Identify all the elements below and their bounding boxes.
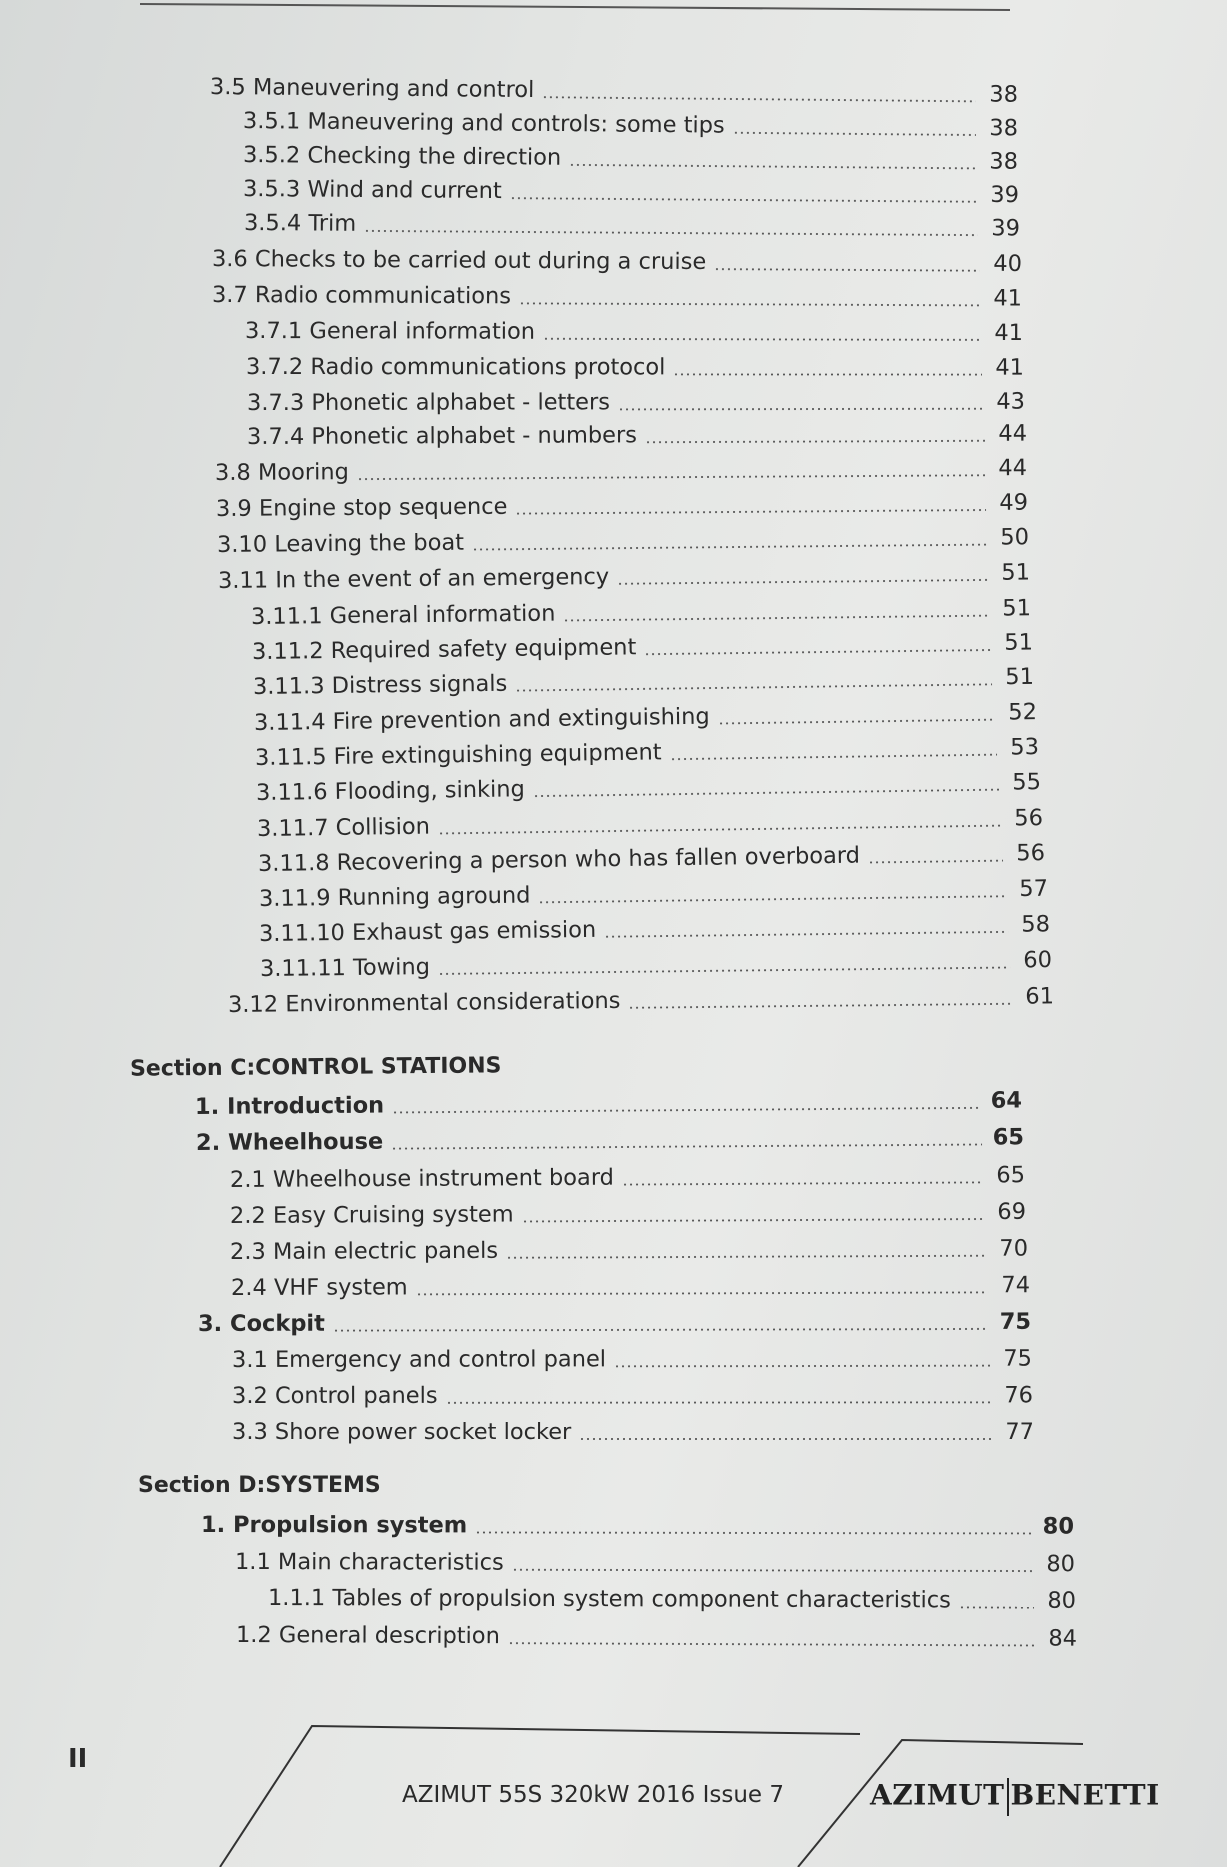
toc-entry-page: 51 — [1002, 595, 1032, 622]
toc-entry-label: 3.11.7 Collision — [256, 813, 431, 842]
toc-entry-label: 3.11.4 Fire prevention and extinguishing — [253, 703, 710, 736]
toc-entry-label: 3.11.6 Flooding, sinking — [255, 776, 526, 806]
toc-entry-page: 74 — [1001, 1272, 1031, 1299]
toc-entry-label: 3.11 In the event of an emergency — [217, 563, 610, 594]
toc-entry-page: 80 — [1047, 1587, 1077, 1614]
leader-dots — [670, 754, 997, 761]
toc-entry-label: 1. Introduction — [194, 1092, 385, 1120]
toc-entry-page: 75 — [1003, 1345, 1033, 1372]
leader-dots — [522, 1218, 984, 1222]
toc-entry[interactable] — [210, 72, 1018, 110]
toc-entry[interactable] — [212, 280, 1022, 314]
toc-entry-label: 3.6 Checks to be carried out during a cruise — [211, 246, 707, 276]
toc-entry[interactable] — [243, 106, 1018, 143]
leader-dots — [475, 1531, 1032, 1534]
leader-dots — [392, 1107, 980, 1114]
toc-entry[interactable] — [252, 627, 1033, 667]
leader-dots — [512, 1569, 1033, 1572]
toc-entry[interactable] — [231, 1270, 1030, 1303]
toc-entry-label: 3. Cockpit — [197, 1310, 325, 1337]
toc-entry[interactable] — [217, 522, 1029, 560]
toc-entry-page: 51 — [1004, 629, 1034, 656]
toc-entry-label: 3.5 Maneuvering and control — [209, 74, 535, 104]
leader-dots — [416, 1291, 988, 1295]
leader-dots — [868, 860, 1003, 864]
toc-entry-label: 3.11.9 Running aground — [258, 882, 531, 912]
toc-entry-label: 2.3 Main electric panels — [229, 1237, 499, 1265]
toc-entry-label: 3.11.11 Towing — [259, 954, 431, 982]
toc-entry-page: 76 — [1004, 1382, 1034, 1409]
toc-entry[interactable] — [258, 838, 1045, 879]
leader-dots — [733, 132, 976, 136]
toc-entry[interactable] — [216, 488, 1028, 524]
toc-entry-page: 38 — [989, 81, 1019, 108]
leader-dots — [472, 544, 987, 551]
toc-entry-page: 56 — [1014, 805, 1044, 832]
leader-dots — [622, 1181, 983, 1185]
toc-entry-label: 3.10 Leaving the boat — [216, 529, 465, 558]
leader-dots — [357, 474, 985, 480]
toc-entry-page: 84 — [1048, 1625, 1078, 1652]
brand-left: AZIMUT — [870, 1778, 1005, 1812]
toc-entry[interactable] — [244, 208, 1020, 243]
toc-entry[interactable] — [230, 1197, 1026, 1231]
toc-entry-label: 3.11.1 General information — [250, 600, 556, 630]
toc-entry-page: 51 — [1001, 559, 1031, 586]
leader-dots — [391, 1144, 982, 1150]
toc-entry-label: 3.1 Emergency and control panel — [231, 1346, 607, 1373]
toc-entry-page: 44 — [998, 455, 1028, 482]
toc-entry[interactable] — [198, 1307, 1031, 1339]
toc-entry-label: 3.9 Engine stop sequence — [215, 493, 508, 522]
leader-dots — [569, 164, 976, 170]
toc-entry-label: 3.7 Radio communications — [211, 282, 512, 310]
toc-entry[interactable] — [247, 419, 1027, 452]
toc-entry-page: 75 — [999, 1308, 1032, 1335]
leader-dots — [364, 230, 978, 236]
toc-entry[interactable] — [255, 732, 1039, 773]
brand-right: BENETTI — [1010, 1778, 1160, 1812]
toc-entry-page: 61 — [1025, 983, 1055, 1010]
leader-dots — [629, 1003, 1013, 1009]
toc-entry-page: 56 — [1016, 840, 1046, 867]
leader-dots — [644, 649, 991, 655]
toc-entry-page: 40 — [993, 250, 1023, 277]
toc-entry-page: 41 — [994, 319, 1024, 347]
toc-entry[interactable] — [232, 1417, 1034, 1447]
toc-entry-page: 52 — [1008, 699, 1038, 726]
leader-dots — [563, 615, 989, 622]
leader-dots — [542, 96, 976, 102]
leader-dots — [533, 789, 999, 798]
toc-entry[interactable] — [215, 453, 1027, 488]
toc-entry-page: 58 — [1021, 911, 1051, 938]
toc-entry[interactable] — [230, 1234, 1028, 1267]
toc-entry[interactable] — [212, 244, 1022, 279]
toc-entry-page: 53 — [1010, 734, 1040, 761]
brand-separator — [1007, 1778, 1009, 1816]
toc-entry-label: 1.1 Main characteristics — [234, 1549, 504, 1576]
toc-entry-page: 55 — [1012, 769, 1042, 796]
leader-dots — [718, 719, 995, 725]
toc-entry[interactable] — [247, 387, 1025, 418]
page-footer — [0, 1700, 1227, 1867]
toc-entry-label: 3.5.4 Trim — [243, 210, 357, 237]
leader-dots — [618, 408, 983, 411]
leader-dots — [508, 1642, 1035, 1646]
toc-entry[interactable] — [253, 662, 1034, 702]
leader-dots — [515, 509, 986, 515]
toc-entry[interactable] — [232, 1380, 1033, 1411]
toc-entry-label: 3.8 Mooring — [214, 459, 350, 486]
toc-entry[interactable] — [259, 874, 1048, 914]
toc-entry[interactable] — [251, 593, 1031, 632]
toc-entry[interactable] — [196, 1122, 1024, 1158]
toc-entry-label: 3.5.1 Maneuvering and controls: some tips — [242, 108, 725, 139]
toc-entry[interactable] — [201, 1510, 1074, 1542]
toc-entry-label: 3.7.3 Phonetic alphabet - letters — [246, 389, 611, 416]
toc-entry-label: 3.5.3 Wind and current — [242, 176, 502, 205]
toc-entry[interactable] — [230, 1160, 1025, 1195]
toc-entry-label: 1.2 General description — [235, 1622, 500, 1650]
toc-entry-page: 39 — [991, 215, 1021, 242]
leader-dots — [614, 1365, 990, 1368]
leader-dots — [438, 825, 1001, 835]
leader-dots — [438, 966, 1010, 974]
leader-dots — [604, 931, 1008, 938]
toc-entry[interactable] — [235, 1547, 1075, 1579]
leader-dots — [539, 895, 1007, 903]
toc-entry-page: 39 — [990, 181, 1020, 209]
toc-entry[interactable] — [259, 909, 1050, 949]
toc-entry[interactable] — [246, 352, 1024, 383]
toc-entry-label: 3.5.2 Checking the direction — [242, 142, 562, 171]
leader-dots — [515, 683, 992, 691]
toc-entry-label: 3.12 Environmental considerations — [227, 987, 621, 1018]
toc-entry-page: 44 — [998, 420, 1028, 447]
toc-entry-label: 1.1.1 Tables of propulsion system component characteristics — [267, 1585, 951, 1614]
toc-entry-page: 70 — [999, 1235, 1029, 1262]
brand-logo — [870, 1778, 1160, 1816]
toc-entry[interactable] — [268, 1583, 1076, 1616]
toc-entry[interactable] — [228, 981, 1054, 1020]
toc-entry-page: 38 — [989, 115, 1019, 142]
toc-entry[interactable] — [254, 697, 1037, 738]
toc-entry-page: 69 — [997, 1198, 1027, 1225]
toc-entry-page: 38 — [989, 148, 1019, 175]
toc-entry-label: 3.11.2 Required safety equipment — [251, 634, 637, 665]
toc-entry-label: 2. Wheelhouse — [195, 1128, 384, 1156]
section-c-heading: Section C:CONTROL STATIONS — [129, 1053, 502, 1082]
toc-entry-label: 3.7.2 Radio communications protocol — [245, 354, 666, 381]
toc-entry-page: 65 — [992, 1124, 1025, 1151]
leader-dots — [446, 1401, 991, 1403]
toc-entry-label: 2.2 Easy Cruising system — [229, 1201, 514, 1229]
section-d-heading: Section D:SYSTEMS — [138, 1473, 381, 1498]
toc-entry[interactable] — [236, 1620, 1077, 1654]
toc-entry-page: 50 — [1000, 524, 1030, 551]
document-title: AZIMUT 55S 320kW 2016 Issue 7 — [402, 1782, 785, 1808]
leader-dots — [333, 1328, 989, 1332]
toc-entry-label: 3.3 Shore power socket locker — [232, 1419, 572, 1445]
leader-dots — [714, 268, 980, 272]
toc-entry-page: 43 — [996, 388, 1026, 415]
leader-dots — [579, 1438, 992, 1440]
toc-entry-label: 2.4 VHF system — [230, 1274, 408, 1301]
toc-entry-page: 80 — [1042, 1513, 1075, 1540]
toc-entry[interactable] — [245, 316, 1023, 348]
toc-entry-label: 3.11.8 Recovering a person who has fallen overboard — [257, 842, 861, 877]
toc-entry-label: 1. Propulsion system — [200, 1512, 468, 1539]
toc-entry-page: 64 — [990, 1087, 1023, 1114]
leader-dots — [959, 1606, 1034, 1608]
toc-entry-label: 3.11.3 Distress signals — [252, 670, 508, 700]
leader-dots — [506, 1255, 986, 1259]
toc-entry-page: 57 — [1019, 875, 1049, 903]
toc-entry-page: 80 — [1046, 1551, 1076, 1578]
toc-entry-label: 2.1 Wheelhouse instrument board — [229, 1164, 614, 1193]
toc-entry[interactable] — [260, 945, 1052, 984]
toc-entry[interactable] — [218, 557, 1030, 596]
leader-dots — [673, 373, 982, 375]
toc-entry-label: 3.2 Control panels — [231, 1382, 438, 1409]
page-number: II — [68, 1744, 88, 1774]
leader-dots — [645, 440, 985, 443]
toc-entry-label: 3.7.4 Phonetic alphabet - numbers — [246, 422, 638, 450]
toc-entry-page: 49 — [999, 489, 1029, 516]
toc-entry[interactable] — [195, 1086, 1022, 1122]
toc-entry-label: 3.11.5 Fire extinguishing equipment — [254, 739, 662, 771]
toc-entry-page: 60 — [1023, 947, 1053, 974]
toc-entry-page: 51 — [1005, 663, 1035, 691]
toc-entry-label: 3.7.1 General information — [244, 318, 536, 345]
leader-dots — [519, 302, 980, 306]
toc-entry-page: 41 — [993, 285, 1023, 312]
leader-dots — [543, 338, 981, 341]
toc-entry-page: 65 — [996, 1162, 1026, 1189]
toc-entry-page: 41 — [995, 354, 1025, 381]
toc-entry[interactable] — [232, 1344, 1032, 1375]
toc-entry-label: 3.11.10 Exhaust gas emission — [258, 916, 597, 947]
leader-dots — [617, 579, 988, 585]
toc-entry-page: 77 — [1005, 1419, 1034, 1445]
toc-entry[interactable] — [243, 174, 1019, 210]
toc-entry[interactable] — [257, 803, 1043, 844]
leader-dots — [510, 197, 977, 203]
toc-entry[interactable] — [243, 140, 1018, 177]
toc-entry[interactable] — [256, 767, 1041, 808]
